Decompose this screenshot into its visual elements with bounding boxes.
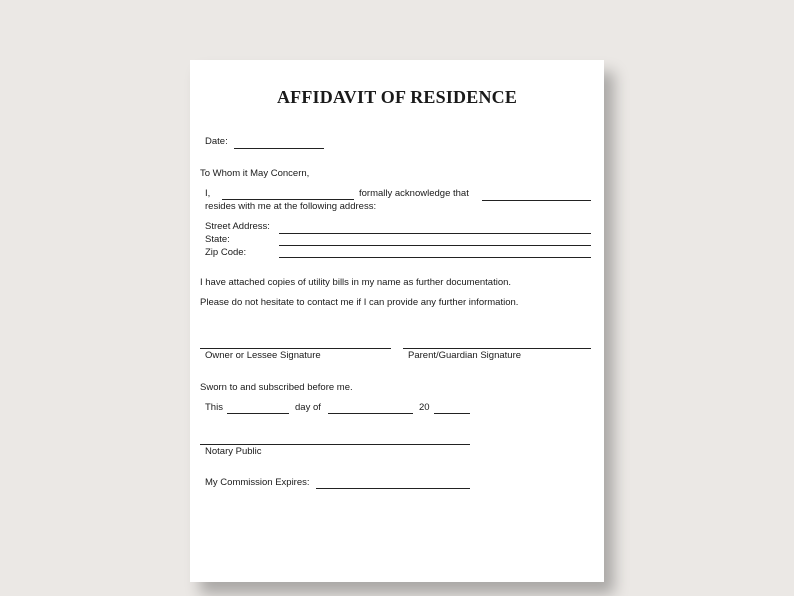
resides-text: resides with me at the following address:: [205, 201, 377, 212]
i-label: I,: [205, 188, 211, 199]
affiant-name-field[interactable]: [222, 199, 354, 200]
owner-signature-field[interactable]: [200, 348, 391, 349]
state-field[interactable]: [279, 245, 591, 246]
this-label: This: [205, 402, 223, 413]
street-address-field[interactable]: [279, 233, 591, 234]
guardian-signature-label: Parent/Guardian Signature: [408, 350, 522, 361]
sworn-text: Sworn to and subscribed before me.: [200, 382, 353, 393]
acknowledge-text: formally acknowledge that: [359, 188, 469, 199]
guardian-signature-field[interactable]: [403, 348, 591, 349]
commission-expires-field[interactable]: [316, 488, 470, 489]
day-of-label: day of: [295, 402, 321, 413]
utility-bills-text: I have attached copies of utility bills in my name as further documentation.: [200, 277, 512, 288]
resident-name-field[interactable]: [482, 200, 591, 201]
owner-signature-label: Owner or Lessee Signature: [205, 350, 321, 361]
month-field[interactable]: [328, 413, 413, 414]
state-label: State:: [205, 234, 230, 245]
commission-expires-label: My Commission Expires:: [205, 477, 310, 488]
salutation: To Whom it May Concern,: [200, 168, 310, 179]
year-field[interactable]: [434, 413, 470, 414]
day-field[interactable]: [227, 413, 289, 414]
zip-code-label: Zip Code:: [205, 247, 247, 258]
date-label: Date:: [205, 136, 228, 147]
street-address-label: Street Address:: [205, 221, 270, 232]
year-prefix: 20: [419, 402, 430, 413]
affidavit-page: [190, 60, 604, 582]
date-field[interactable]: [234, 148, 324, 149]
notary-public-label: Notary Public: [205, 446, 262, 457]
contact-text: Please do not hesitate to contact me if I can provide any further information.: [200, 297, 519, 308]
document-title: AFFIDAVIT OF RESIDENCE: [276, 87, 518, 107]
notary-signature-field[interactable]: [200, 444, 470, 445]
zip-code-field[interactable]: [279, 257, 591, 258]
